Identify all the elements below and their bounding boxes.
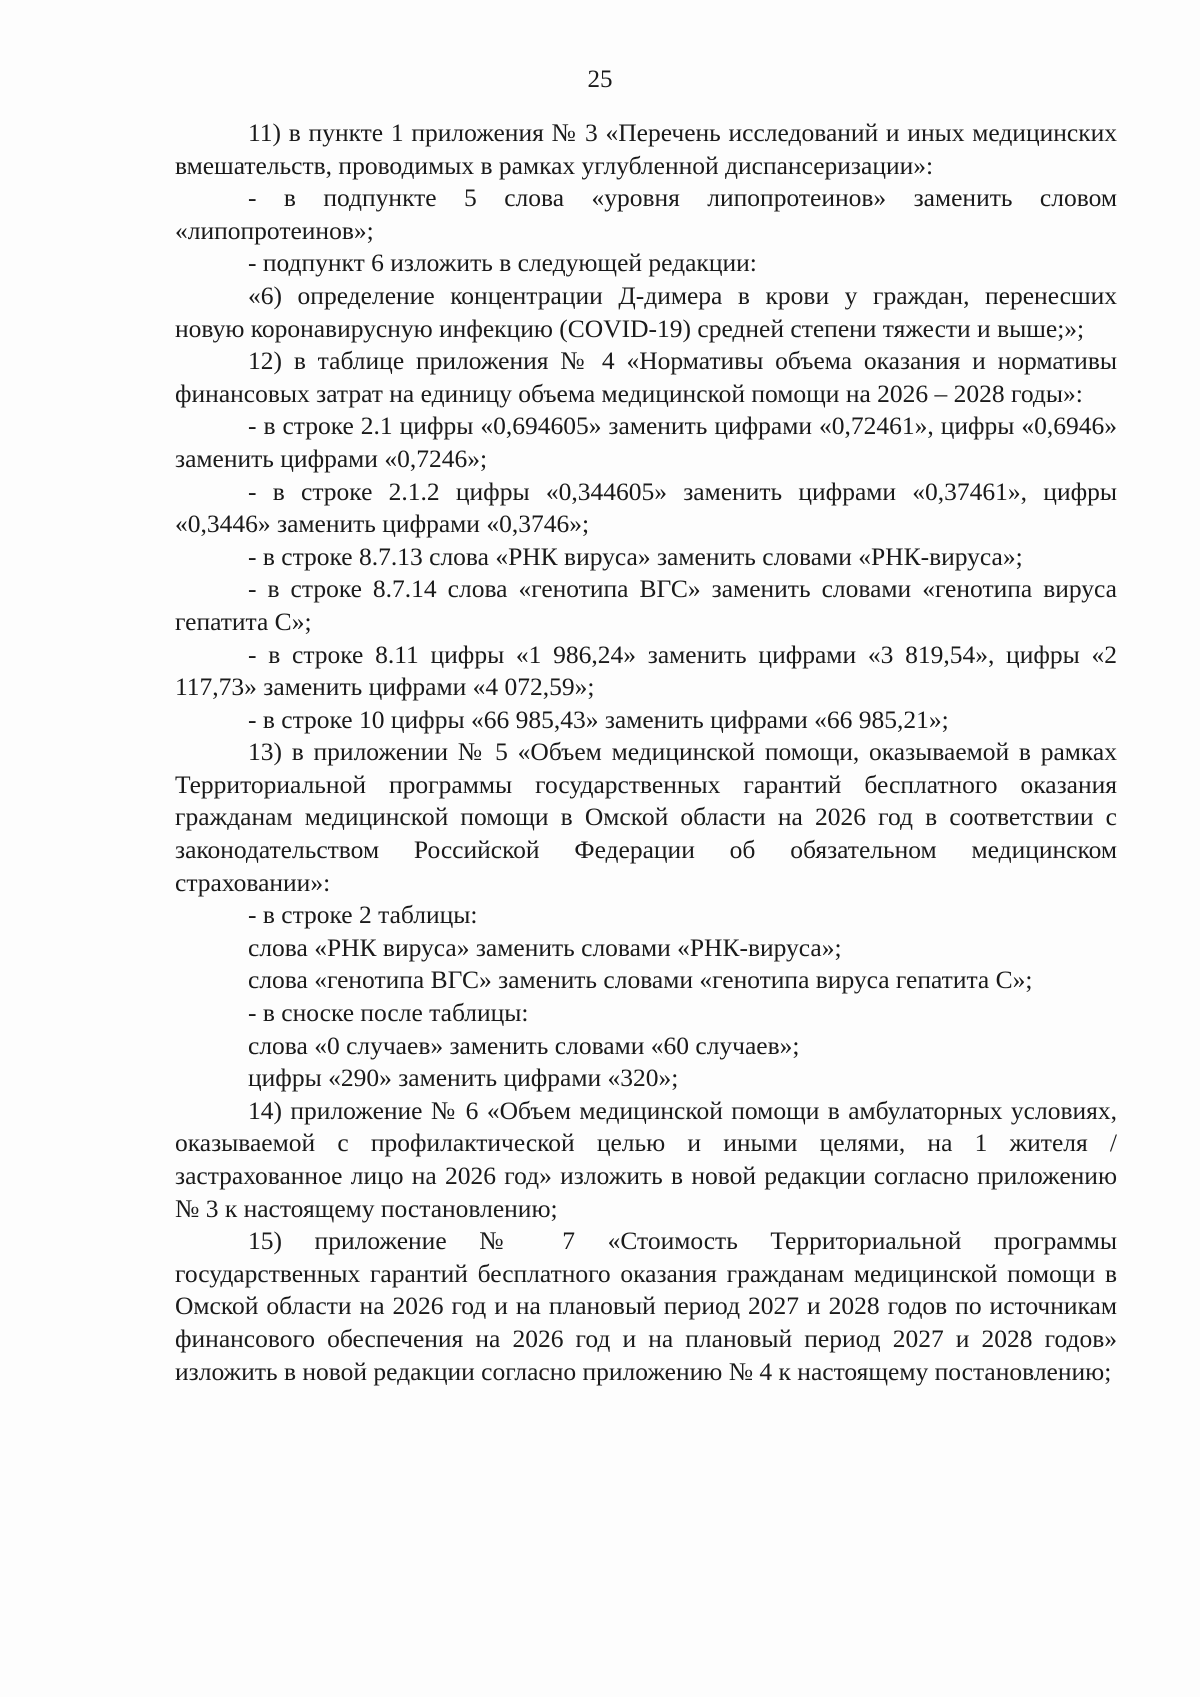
paragraph-row-8-7-14: - в строке 8.7.14 слова «генотипа ВГС» заменить словами «генотипа вируса гепатита С»; <box>175 574 1117 636</box>
paragraph-item-14: 14) приложение № 6 «Объем медицинской помощи в амбулаторных условиях, оказываемой с профилактической целью и иными целями, на 1 жителя / застрахованное лицо на 2026 год» изложить в новой редакции согласно приложению № 3 к настоящему постановлению; <box>175 1095 1117 1223</box>
paragraph-row-8-11: - в строке 8.11 цифры «1 986,24» заменить цифрами «3 819,54», цифры «2 117,73» заменить цифрами «4 072,59»; <box>175 639 1117 702</box>
paragraph-figures: цифры «290» заменить цифрами «320»; <box>248 1063 679 1093</box>
paragraph-genotype: слова «генотипа ВГС» заменить словами «генотипа вируса гепатита С»; <box>248 965 1033 995</box>
paragraph-row-10: - в строке 10 цифры «66 985,43» заменить цифрами «66 985,21»; <box>248 704 949 734</box>
page-number: 25 <box>587 66 613 93</box>
document-body <box>175 117 1117 1388</box>
paragraph-footnote: - в сноске после таблицы: <box>248 998 529 1028</box>
paragraph-subitem-6-text: «6) определение концентрации Д-димера в крови у граждан, перенесших новую коронавирусную инфекцию (COVID-19) средней степени тяжести и выше;»; <box>175 280 1117 343</box>
paragraph-subitem-5: - в подпункте 5 слова «уровня липопротеинов» заменить словом «липопротеинов»; <box>175 183 1117 245</box>
paragraph-row-8-7-13: - в строке 8.7.13 слова «РНК вируса» заменить словами «РНК-вируса»; <box>248 541 1023 571</box>
paragraph-cases: слова «0 случаев» заменить словами «60 случаев»; <box>248 1030 800 1060</box>
paragraph-item-15: 15) приложение № 7 «Стоимость Территориальной программы государственных гарантий бесплатного оказания гражданам медицинской помощи в Омской области на 2026 год и на плановый период 2027 и 2028 годов по источникам финансового обеспечения на 2026 год и на плановый период 2027 и 2028 годов» изложить в новой редакции согласно приложению № 4 к настоящему постановлению; <box>175 1226 1117 1386</box>
paragraph-row-2-1: - в строке 2.1 цифры «0,694605» заменить цифрами «0,72461», цифры «0,6946» заменить цифрами «0,7246»; <box>175 411 1117 473</box>
paragraph-row-2-1-2: - в строке 2.1.2 цифры «0,344605» заменить цифрами «0,37461», цифры «0,3446» заменить цифрами «0,3746»; <box>175 476 1117 539</box>
paragraph-table-row-2: - в строке 2 таблицы: <box>248 900 478 930</box>
paragraph-rna-virus: слова «РНК вируса» заменить словами «РНК-вируса»; <box>248 932 842 962</box>
paragraph-subitem-6: - подпункт 6 изложить в следующей редакции: <box>248 248 757 278</box>
paragraph-item-12: 12) в таблице приложения № 4 «Нормативы объема оказания и нормативы финансовых затрат на единицу объема медицинской помощи на 2026 – 2028 годы»: <box>175 346 1117 408</box>
paragraph-item-13: 13) в приложении № 5 «Объем медицинской помощи, оказываемой в рамках Территориальной программы государственных гарантий бесплатного оказания гражданам медицинской помощи в Омской области на 2026 год в соответствии с законодательством Российской Федерации об обязательном медицинском страховании»: <box>175 737 1117 897</box>
paragraph-item-11: 11) в пункте 1 приложения № 3 «Перечень исследований и иных медицинских вмешательств, проводимых в рамках углубленной диспансеризации»: <box>175 118 1117 180</box>
